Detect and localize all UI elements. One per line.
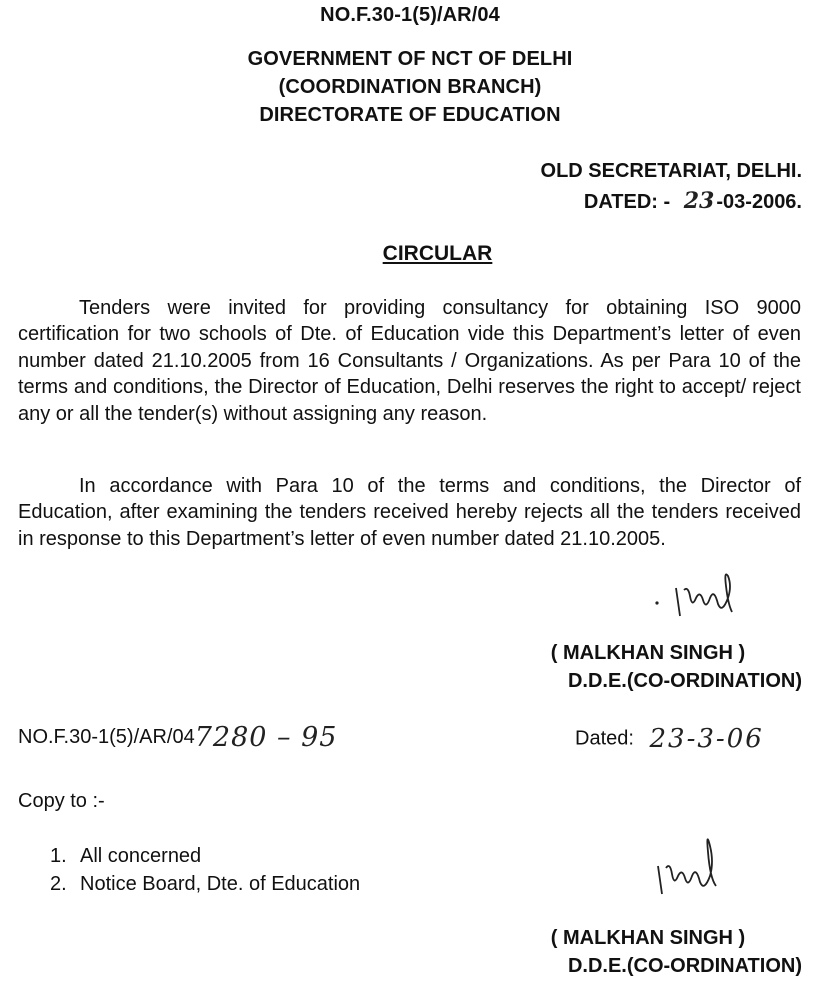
copy-to-label: Copy to :-: [18, 790, 105, 812]
signatory-1-name: ( MALKHAN SINGH ): [550, 642, 746, 664]
list-item-text: All concerned: [80, 845, 202, 867]
circular-title: CIRCULAR: [382, 242, 493, 265]
list-item-number: 2.: [50, 873, 67, 895]
body-paragraph-1: Tenders were invited for providing consultancy for obtaining ISO 9000 certification for two schools of Dte. of Education vide this Department’s letter of even number dated 21.10.2005 from 16 Consultants / Organizations. As per Para 10 of the terms and conditions, the Director of Education, Delhi reserves the right to accept/ reject any or all the tender(s) without assigning any reason.: [18, 297, 801, 425]
list-item-number: 1.: [50, 845, 67, 867]
endorsement-file-number: NO.F.30-1(5)/AR/04: [18, 726, 195, 748]
issue-date: [584, 188, 802, 214]
list-item: [50, 870, 360, 898]
file-number-header: NO.F.30-1(5)/AR/04: [320, 4, 500, 26]
endorsement-date-label: Dated:: [575, 727, 634, 750]
endorsement-date: [575, 724, 764, 754]
issue-date-label: DATED: -: [583, 191, 671, 213]
signatory-2-name: ( MALKHAN SINGH ): [550, 927, 746, 949]
endorsement-handwritten-range: 7280 – 95: [194, 722, 338, 753]
signature-2-scribble: [650, 822, 770, 902]
list-item-text: Notice Board, Dte. of Education: [80, 873, 361, 895]
body-paragraph-2: In accordance with Para 10 of the terms and conditions, the Director of Education, after examining the tenders received hereby rejects all the tenders received in response to this Department’s letter of even number dated 21.10.2005.: [18, 475, 801, 550]
directorate-heading: DIRECTORATE OF EDUCATION: [259, 104, 561, 126]
issue-date-handwritten-day: 23: [683, 188, 715, 214]
recipient-list: [50, 842, 360, 898]
endorsement-handwritten-date: 23-3-06: [649, 724, 764, 754]
signature-1-scribble: [648, 568, 768, 628]
list-item: [50, 842, 360, 870]
office-location: OLD SECRETARIAT, DELHI.: [540, 160, 802, 182]
signature-2: [650, 822, 770, 902]
government-heading: GOVERNMENT OF NCT OF DELHI: [247, 48, 573, 70]
signature-1: [648, 568, 768, 628]
issue-date-rest: -03-2006.: [716, 191, 802, 213]
branch-heading: (COORDINATION BRANCH): [278, 76, 542, 98]
signatory-2-designation: D.D.E.(CO-ORDINATION): [567, 955, 802, 977]
signatory-1-designation: D.D.E.(CO-ORDINATION): [567, 670, 802, 692]
endorsement-number: [18, 722, 337, 753]
